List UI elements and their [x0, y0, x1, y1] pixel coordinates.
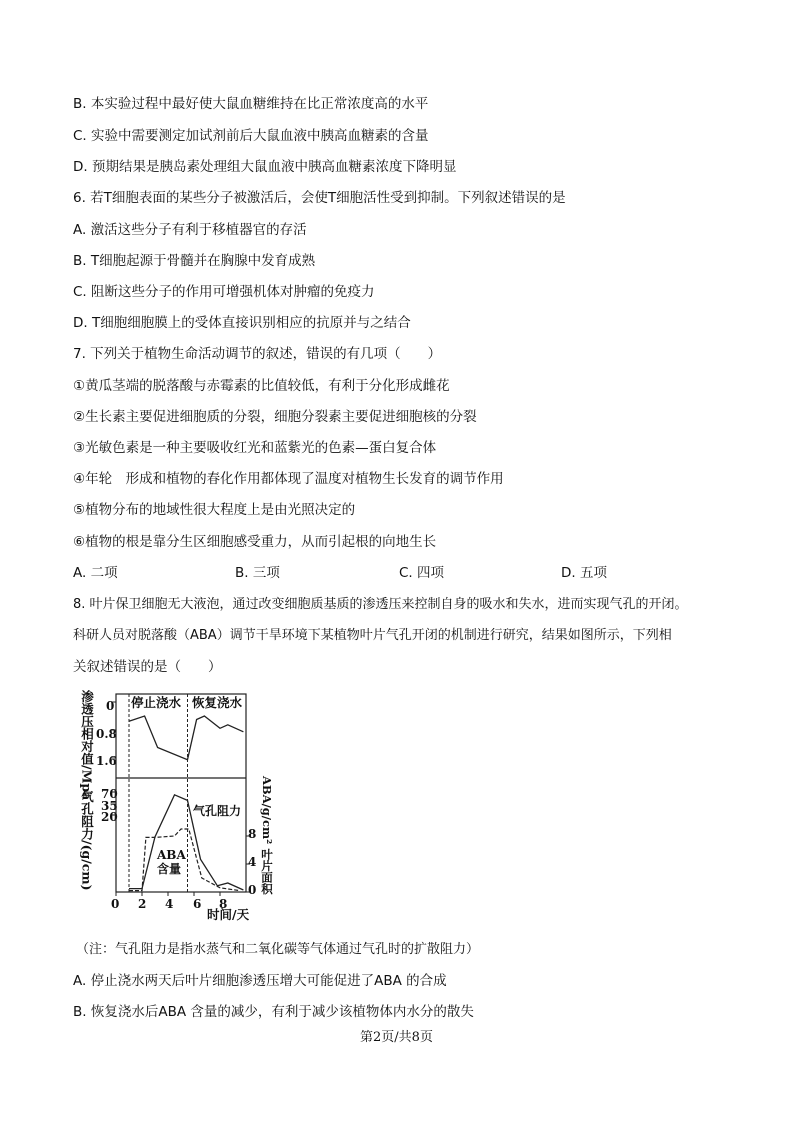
question5-option-b: B. 本实验过程中最好使大鼠血糖维持在比正常浓度高的水平: [73, 96, 429, 112]
question7-option-d: D. 五项: [561, 565, 607, 581]
question7-item-2: ②生长素主要促进细胞质的分裂，细胞分裂素主要促进细胞核的分裂: [73, 409, 477, 425]
xtick-6: 6: [193, 897, 202, 911]
aba-stomata-chart: [70, 686, 274, 922]
question7-item-3: ③光敏色素是一种主要吸收红光和蓝紫光的色素—蛋白复合体: [73, 440, 437, 456]
question5-option-d: D. 预期结果是胰岛素处理组大鼠血液中胰高血糖素浓度下降明显: [73, 159, 457, 175]
resistance-ylabel: 气孔阻力/(g/cm): [79, 790, 95, 891]
question6-option-d: D. T细胞细胞膜上的受体直接识别相应的抗原并与之结合: [73, 315, 411, 331]
series-label-resistance: 气孔阻力: [193, 804, 242, 818]
question8-stem-line1: 8. 叶片保卫细胞无大液泡，通过改变细胞质基质的渗透压来控制自身的吸水和失水，进而实现气孔的开闭。: [73, 597, 688, 612]
aba-ylabel: ABA/g/cm² 叶片面积: [260, 776, 274, 895]
series-label-aba-content: 含量: [157, 862, 182, 876]
question8-option-b: B. 恢复浇水后ABA 含量的减少，有利于减少该植物体内水分的散失: [73, 1004, 474, 1020]
question5-option-c: C. 实验中需要测定加试剂前后大鼠血液中胰高血糖素的含量: [73, 128, 429, 144]
label-resume-watering: 恢复浇水: [192, 695, 243, 710]
series-label-aba: ABA: [157, 848, 186, 862]
right-ytick-8: 8: [248, 827, 257, 841]
question7-item-5: ⑤植物分布的地域性很大程度上是由光照决定的: [73, 502, 356, 518]
xtick-0: 0: [111, 897, 120, 911]
chart-svg: [70, 686, 274, 922]
xtick-2: 2: [138, 897, 147, 911]
question7-item-4: ④年轮 形成和植物的春化作用都体现了温度对植物生长发育的调节作用: [73, 471, 504, 487]
page-footer: 第2页/共8页: [360, 1030, 433, 1045]
osmotic-pressure-line: [129, 716, 243, 760]
top-ytick-1: 0.8: [96, 727, 117, 741]
question7-item-1: ①黄瓜茎端的脱落酸与赤霉素的比值较低，有利于分化形成雌花: [73, 378, 450, 394]
left-ytick-70: 70: [101, 787, 118, 801]
question8-option-a: A. 停止浇水两天后叶片细胞渗透压增大可能促进了ABA 的合成: [73, 973, 447, 989]
x-axis-label: 时间/天: [207, 907, 250, 922]
question7-option-c: C. 四项: [399, 565, 445, 581]
figure-note: （注：气孔阻力是指水蒸气和二氧化碳等气体通过气孔时的扩散阻力）: [76, 942, 480, 957]
question6-stem: 6. 若T细胞表面的某些分子被激活后，会使T细胞活性受到抑制。下列叙述错误的是: [73, 190, 566, 206]
xtick-8: 8: [219, 897, 228, 911]
right-ytick-4: 4: [248, 855, 257, 869]
right-ytick-0: 0: [248, 883, 257, 897]
left-ytick-20: 20: [101, 810, 118, 824]
question6-option-a: A. 激活这些分子有利于移植器官的存活: [73, 222, 307, 238]
question7-item-6: ⑥植物的根是靠分生区细胞感受重力，从而引起根的向地生长: [73, 534, 437, 550]
left-ytick-35: 35: [101, 799, 118, 813]
question7-option-a: A. 二项: [73, 565, 118, 581]
label-stop-watering: 停止浇水: [131, 695, 182, 710]
top-ytick-2: 1.6: [96, 754, 117, 768]
question7-option-b: B. 三项: [235, 565, 280, 581]
top-ytick-0: 0: [106, 699, 115, 713]
question6-option-b: B. T细胞起源于骨髓并在胸腺中发育成熟: [73, 253, 316, 269]
osmotic-ylabel: 渗透压相对值/Mpa: [79, 690, 95, 801]
question8-stem-line3: 关叙述错误的是（ ）: [73, 659, 222, 675]
question7-stem: 7. 下列关于植物生命活动调节的叙述，错误的有几项（ ）: [73, 346, 442, 362]
question6-option-c: C. 阻断这些分子的作用可增强机体对肿瘤的免疫力: [73, 284, 375, 300]
xtick-4: 4: [165, 897, 174, 911]
question7-options: [73, 564, 607, 582]
question8-stem-line2: 科研人员对脱落酸（ABA）调节干旱环境下某植物叶片气孔开闭的机制进行研究，结果如图所示，下列相: [73, 628, 672, 643]
